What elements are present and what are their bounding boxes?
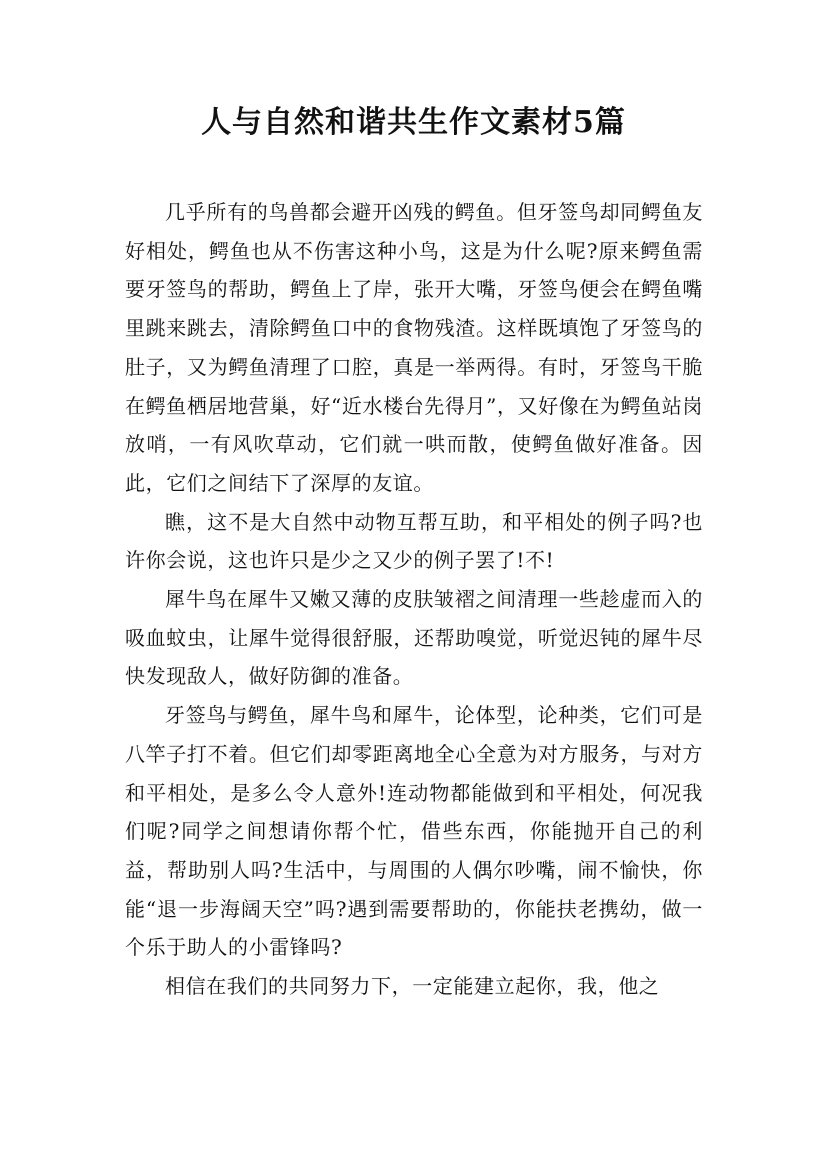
paragraph-reflection: 牙签鸟与鳄鱼，犀牛鸟和犀牛，论体型，论种类，它们可是八竿子打不着。但它们却零距离地全心全意为对方服务，与对方和平相处，是多么令人意外!连动物都能做到和平相处，何况我们呢?同学之间想请你帮个忙，借些东西，你能抛开自己的利益，帮助别人吗?生活中，与周围的人偶尔吵嘴，闹不愉快，你能“退一步海阔天空”吗?遇到需要帮助的，你能扶老携幼，做一个乐于助人的小雷锋吗?: [125, 703, 703, 960]
document-body: [125, 193, 703, 1006]
paragraph-crocodile-bird: 几乎所有的鸟兽都会避开凶残的鳄鱼。但牙签鸟却同鳄鱼友好相处，鳄鱼也从不伤害这种小鸟，这是为什么呢?原来鳄鱼需要牙签鸟的帮助，鳄鱼上了岸，张开大嘴，牙签鸟便会在鳄鱼嘴里跳来跳去，清除鳄鱼口中的食物残渣。这样既填饱了牙签鸟的肚子，又为鳄鱼清理了口腔，真是一举两得。有时，牙签鸟干脆在鳄鱼栖居地营巢，好“近水楼台先得月”，又好像在为鳄鱼站岗放哨，一有风吹草动，它们就一哄而散，使鳄鱼做好准备。因此，它们之间结下了深厚的友谊。: [125, 200, 703, 495]
paragraph-conclusion: 相信在我们的共同努力下，一定能建立起你，我，他之: [165, 974, 660, 999]
document-title: 人与自然和谐共生作文素材5篇: [201, 105, 626, 140]
paragraph-mutual-help: 瞧，这不是大自然中动物互帮互助，和平相处的例子吗?也许你会说，这也许只是少之又少的例子罢了!不!: [125, 509, 703, 573]
paragraph-rhino-bird: 犀牛鸟在犀牛又嫩又薄的皮肤皱褶之间清理一些趁虚而入的吸血蚊虫，让犀牛觉得很舒服，还帮助嗅觉，听觉迟钝的犀牛尽快发现敌人，做好防御的准备。: [125, 587, 703, 689]
